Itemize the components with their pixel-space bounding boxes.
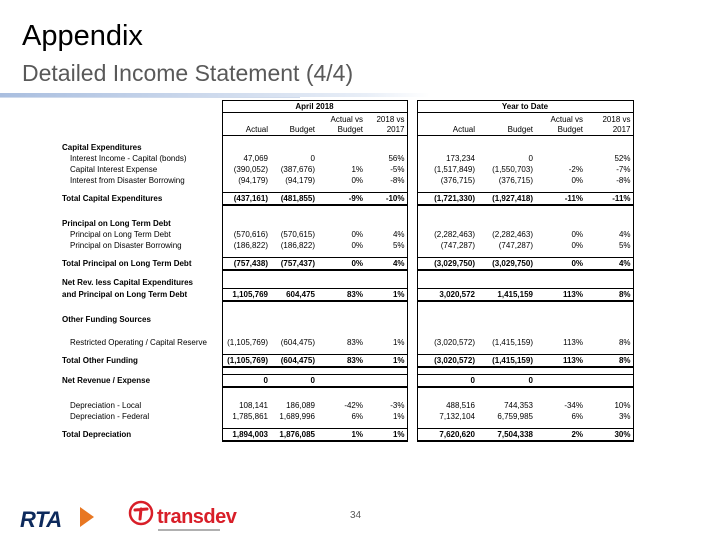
cell-value: (3,020,572) (417, 355, 477, 368)
empty-cell (407, 142, 417, 153)
cell-value: 1,785,861 (222, 411, 270, 422)
empty-cell (222, 314, 270, 325)
cell-value: (1,105,769) (222, 355, 270, 368)
empty-cell (365, 270, 407, 277)
cell-value: (2,282,463) (492, 230, 533, 239)
cell-value: 47,069 (222, 153, 270, 164)
empty-cell (270, 314, 317, 325)
column-gap (407, 411, 417, 422)
empty-cell (317, 325, 365, 337)
column-gap (407, 240, 417, 251)
empty-cell (317, 270, 365, 277)
empty-cell (535, 142, 585, 153)
cell-value: (1,550,703) (492, 165, 533, 174)
cell-value: -11% (535, 193, 585, 206)
month-vs-budget-header-2: Budget (317, 124, 365, 136)
empty-cell (535, 301, 585, 314)
section-header: Capital Expenditures (60, 142, 633, 153)
empty-cell (477, 277, 535, 289)
empty-cell (317, 277, 365, 289)
empty-cell (407, 301, 417, 314)
row-label: Capital Interest Expense (70, 165, 158, 174)
cell-value: (1,721,330) (417, 193, 477, 206)
transdev-logo: transdev (157, 506, 237, 528)
empty-cell (477, 301, 535, 314)
column-gap (407, 429, 417, 442)
cell-value: 10% (585, 400, 633, 411)
cell-value (585, 375, 633, 388)
row-label: and Principal on Long Term Debt (62, 290, 188, 300)
cell-value: 7,504,338 (477, 429, 535, 442)
cell-value: 3,020,572 (417, 289, 477, 302)
cell-value (317, 375, 365, 388)
empty-cell (417, 314, 477, 325)
cell-value: (1,415,159) (477, 355, 535, 368)
cell-value: 6% (571, 412, 583, 421)
row-label: Principal on Disaster Borrowing (70, 241, 182, 250)
transdev-tagline-mark (158, 529, 220, 531)
empty-cell (222, 367, 270, 375)
empty-cell (417, 218, 477, 229)
empty-cell (222, 387, 270, 400)
empty-cell (270, 301, 317, 314)
empty-cell (222, 301, 270, 314)
cell-value: 52% (585, 153, 633, 164)
column-header-row-1 (60, 113, 633, 125)
cell-value: 30% (585, 429, 633, 442)
column-gap (407, 375, 417, 388)
empty-cell (317, 205, 365, 218)
cell-value: 0 (417, 375, 477, 388)
empty-cell (270, 218, 317, 229)
cell-value: 0% (571, 176, 583, 185)
cell-value: 8% (585, 289, 633, 302)
empty-cell (317, 367, 365, 375)
cell-value: 0 (477, 375, 535, 388)
row-label: Depreciation - Federal (70, 412, 150, 421)
table-row (60, 229, 633, 240)
empty-cell (317, 314, 365, 325)
empty-cell (365, 367, 407, 375)
cell-value: 1,105,769 (222, 289, 270, 302)
table-row (60, 355, 633, 368)
cell-value: -8% (365, 175, 407, 186)
row-label: Principal on Long Term Debt (70, 230, 171, 239)
cell-value: (481,855) (270, 193, 317, 206)
ytd-group-header: Year to Date (417, 101, 633, 113)
section-header: Other Funding Sources (60, 314, 633, 325)
empty-cell (365, 301, 407, 314)
cell-value: 1% (351, 165, 363, 174)
table-row (60, 258, 633, 271)
empty-cell (417, 142, 477, 153)
ytd-vs-prior-header-2: 2017 (585, 124, 633, 136)
table-row (60, 240, 633, 251)
table-row (60, 429, 633, 442)
cell-value: (94,179) (285, 176, 315, 185)
empty-cell (365, 205, 407, 218)
cell-value: (186,822) (280, 241, 315, 250)
cell-value: 0% (351, 176, 363, 185)
cell-value: -3% (365, 400, 407, 411)
table-row (60, 375, 633, 388)
empty-cell (535, 277, 585, 289)
empty-cell (477, 218, 535, 229)
cell-value: (1,517,849) (417, 164, 477, 175)
cell-value: 6,759,985 (497, 412, 533, 421)
cell-value (317, 153, 365, 164)
cell-value (365, 375, 407, 388)
cell-value: 4% (365, 229, 407, 240)
cell-value (535, 153, 585, 164)
empty-cell (407, 205, 417, 218)
cell-value: 0% (351, 230, 363, 239)
cell-value: (604,475) (270, 355, 317, 368)
empty-cell (270, 205, 317, 218)
group-header-row (60, 101, 633, 113)
empty-cell (222, 270, 270, 277)
cell-value: 0% (571, 230, 583, 239)
cell-value: 0% (571, 241, 583, 250)
cell-value: (757,438) (222, 258, 270, 271)
empty-cell (585, 142, 633, 153)
table-row (60, 175, 633, 186)
empty-cell (365, 387, 407, 400)
empty-cell (222, 142, 270, 153)
cell-value: 488,516 (417, 400, 477, 411)
cell-value: 0% (351, 241, 363, 250)
empty-cell (585, 367, 633, 375)
cell-value: 6% (351, 412, 363, 421)
cell-value: 1% (365, 411, 407, 422)
empty-cell (270, 325, 317, 337)
cell-value: 113% (563, 338, 583, 347)
column-gap (407, 289, 417, 302)
cell-value: 1,415,159 (477, 289, 535, 302)
cell-value: (1,927,418) (477, 193, 535, 206)
cell-value: -9% (317, 193, 365, 206)
empty-cell (417, 270, 477, 277)
empty-cell (535, 270, 585, 277)
empty-cell (365, 325, 407, 337)
row-label: Depreciation - Local (70, 401, 142, 410)
empty-cell (417, 301, 477, 314)
empty-cell (477, 314, 535, 325)
cell-value: (757,437) (270, 258, 317, 271)
column-gap (407, 400, 417, 411)
cell-value: 113% (535, 289, 585, 302)
cell-value: 83% (317, 289, 365, 302)
title-accent-line (0, 97, 300, 98)
cell-value: (376,715) (498, 176, 533, 185)
empty-cell (417, 367, 477, 375)
cell-value: 5% (365, 240, 407, 251)
empty-cell (407, 387, 417, 400)
empty-cell (585, 325, 633, 337)
month-vs-prior-header: 2018 vs (365, 113, 407, 125)
table-row (60, 164, 633, 175)
empty-cell (585, 218, 633, 229)
income-statement-table (60, 100, 634, 442)
page-number: 34 (350, 510, 362, 521)
empty-cell (535, 367, 585, 375)
cell-value: 113% (535, 355, 585, 368)
cell-value: (3,020,572) (417, 337, 477, 348)
column-gap (407, 229, 417, 240)
ytd-vs-prior-header: 2018 vs (585, 113, 633, 125)
column-header-row-2 (60, 124, 633, 136)
cell-value: -42% (344, 401, 363, 410)
empty-cell (477, 387, 535, 400)
cell-value: 1% (365, 289, 407, 302)
table-row (60, 337, 633, 348)
row-label: Total Other Funding (62, 356, 138, 366)
empty-cell (365, 218, 407, 229)
column-gap (407, 153, 417, 164)
column-gap (407, 258, 417, 271)
cell-value: 5% (585, 240, 633, 251)
empty-cell (417, 325, 477, 337)
empty-cell (222, 277, 270, 289)
empty-cell (365, 314, 407, 325)
empty-cell (270, 142, 317, 153)
empty-cell (477, 367, 535, 375)
cell-value: 0 (270, 375, 317, 388)
slide-title: Appendix (22, 20, 143, 52)
ytd-actual-header: Actual (417, 124, 477, 136)
empty-cell (365, 142, 407, 153)
row-label: Net Revenue / Expense (62, 376, 151, 386)
empty-cell (535, 205, 585, 218)
cell-value: (1,415,159) (492, 338, 533, 347)
empty-cell (535, 314, 585, 325)
cell-value: (94,179) (222, 175, 270, 186)
empty-cell (585, 277, 633, 289)
ytd-vs-budget-header-2: Budget (535, 124, 585, 136)
cell-value: (747,287) (498, 241, 533, 250)
empty-cell (270, 277, 317, 289)
row-label: Interest from Disaster Borrowing (70, 176, 185, 185)
cell-value: 604,475 (270, 289, 317, 302)
cell-value: 1% (365, 355, 407, 368)
row-label: Total Principal on Long Term Debt (62, 259, 192, 269)
cell-value: 173,234 (417, 153, 477, 164)
cell-value: 4% (585, 258, 633, 271)
cell-value: (1,105,769) (222, 337, 270, 348)
empty-cell (317, 387, 365, 400)
cell-value: 2% (535, 429, 585, 442)
row-label: Restricted Operating / Capital Reserve (70, 338, 207, 347)
cell-value: 8% (585, 337, 633, 348)
empty-cell (270, 367, 317, 375)
cell-value: -5% (365, 164, 407, 175)
cell-value: 4% (365, 258, 407, 271)
cell-value: 0% (317, 258, 365, 271)
empty-cell (407, 325, 417, 337)
cell-value: (2,282,463) (417, 229, 477, 240)
cell-value: -10% (365, 193, 407, 206)
transdev-logo-icon (128, 500, 154, 526)
empty-cell (407, 314, 417, 325)
empty-cell (222, 218, 270, 229)
cell-value: (570,616) (222, 229, 270, 240)
empty-cell (270, 387, 317, 400)
empty-cell (407, 277, 417, 289)
empty-cell (585, 301, 633, 314)
cell-value: 7,620,620 (417, 429, 477, 442)
month-budget-header: Budget (270, 124, 317, 136)
cell-value: (390,052) (222, 164, 270, 175)
cell-value: (376,715) (417, 175, 477, 186)
cell-value: 0 (310, 154, 315, 163)
row-label: Total Capital Expenditures (62, 194, 163, 204)
cell-value: (437,161) (222, 193, 270, 206)
empty-cell (317, 301, 365, 314)
cell-value: (3,029,750) (477, 258, 535, 271)
cell-value (535, 375, 585, 388)
empty-cell (535, 325, 585, 337)
cell-value: 83% (346, 338, 363, 347)
cell-value: 1,894,003 (222, 429, 270, 442)
empty-cell (477, 270, 535, 277)
table-row (60, 411, 633, 422)
cell-value: (3,029,750) (417, 258, 477, 271)
cell-value: 83% (317, 355, 365, 368)
cell-value: (186,822) (222, 240, 270, 251)
empty-cell (317, 218, 365, 229)
empty-cell (222, 205, 270, 218)
cell-value: 1,876,085 (270, 429, 317, 442)
empty-cell (535, 387, 585, 400)
section-header: Net Rev. less Capital Expenditures (60, 277, 633, 289)
row-label: Interest Income - Capital (bonds) (70, 154, 187, 163)
cell-value: 1% (317, 429, 365, 442)
column-gap (407, 337, 417, 348)
table-row (60, 193, 633, 206)
table-row (60, 153, 633, 164)
ytd-vs-budget-header: Actual vs (550, 115, 583, 124)
cell-value: 744,353 (504, 401, 533, 410)
cell-value: (570,615) (280, 230, 315, 239)
cell-value: -34% (564, 401, 583, 410)
cell-value: 8% (585, 355, 633, 368)
empty-cell (407, 367, 417, 375)
cell-value: 3% (585, 411, 633, 422)
row-label: Total Depreciation (62, 430, 132, 440)
empty-cell (477, 205, 535, 218)
empty-cell (270, 270, 317, 277)
table-row (60, 289, 633, 302)
cell-value: 56% (365, 153, 407, 164)
cell-value: -8% (585, 175, 633, 186)
table-row (60, 400, 633, 411)
column-gap (407, 193, 417, 206)
cell-value: 4% (585, 229, 633, 240)
cell-value: 0% (535, 258, 585, 271)
empty-cell (417, 277, 477, 289)
empty-cell (585, 270, 633, 277)
cell-value: 186,089 (286, 401, 315, 410)
cell-value: 0 (222, 375, 270, 388)
cell-value: (747,287) (417, 240, 477, 251)
month-vs-prior-header-2: 2017 (365, 124, 407, 136)
empty-cell (477, 325, 535, 337)
rta-logo-mark-icon (80, 507, 94, 527)
cell-value: -2% (568, 165, 583, 174)
empty-cell (407, 218, 417, 229)
cell-value: 7,132,104 (417, 411, 477, 422)
empty-cell (585, 314, 633, 325)
slide-subtitle: Detailed Income Statement (4/4) (22, 60, 354, 86)
empty-cell (222, 325, 270, 337)
section-header: Principal on Long Term Debt (60, 218, 633, 229)
empty-cell (535, 218, 585, 229)
cell-value: (604,475) (280, 338, 315, 347)
rta-logo: RTA (20, 507, 62, 532)
empty-cell (417, 205, 477, 218)
cell-value: 1% (365, 429, 407, 442)
empty-cell (585, 387, 633, 400)
empty-cell (407, 270, 417, 277)
ytd-budget-header: Budget (477, 124, 535, 136)
cell-value: 1% (365, 337, 407, 348)
month-vs-budget-header: Actual vs (330, 115, 363, 124)
cell-value: 1,689,996 (279, 412, 315, 421)
cell-value: 0 (528, 154, 533, 163)
month-actual-header: Actual (222, 124, 270, 136)
cell-value: -7% (585, 164, 633, 175)
column-gap (407, 355, 417, 368)
cell-value: (387,676) (280, 165, 315, 174)
cell-value: 108,141 (222, 400, 270, 411)
empty-cell (365, 277, 407, 289)
month-group-header: April 2018 (222, 101, 407, 113)
cell-value: -11% (585, 193, 633, 206)
column-gap (407, 164, 417, 175)
empty-cell (317, 142, 365, 153)
empty-cell (477, 142, 535, 153)
empty-cell (417, 387, 477, 400)
empty-cell (585, 205, 633, 218)
column-gap (407, 175, 417, 186)
